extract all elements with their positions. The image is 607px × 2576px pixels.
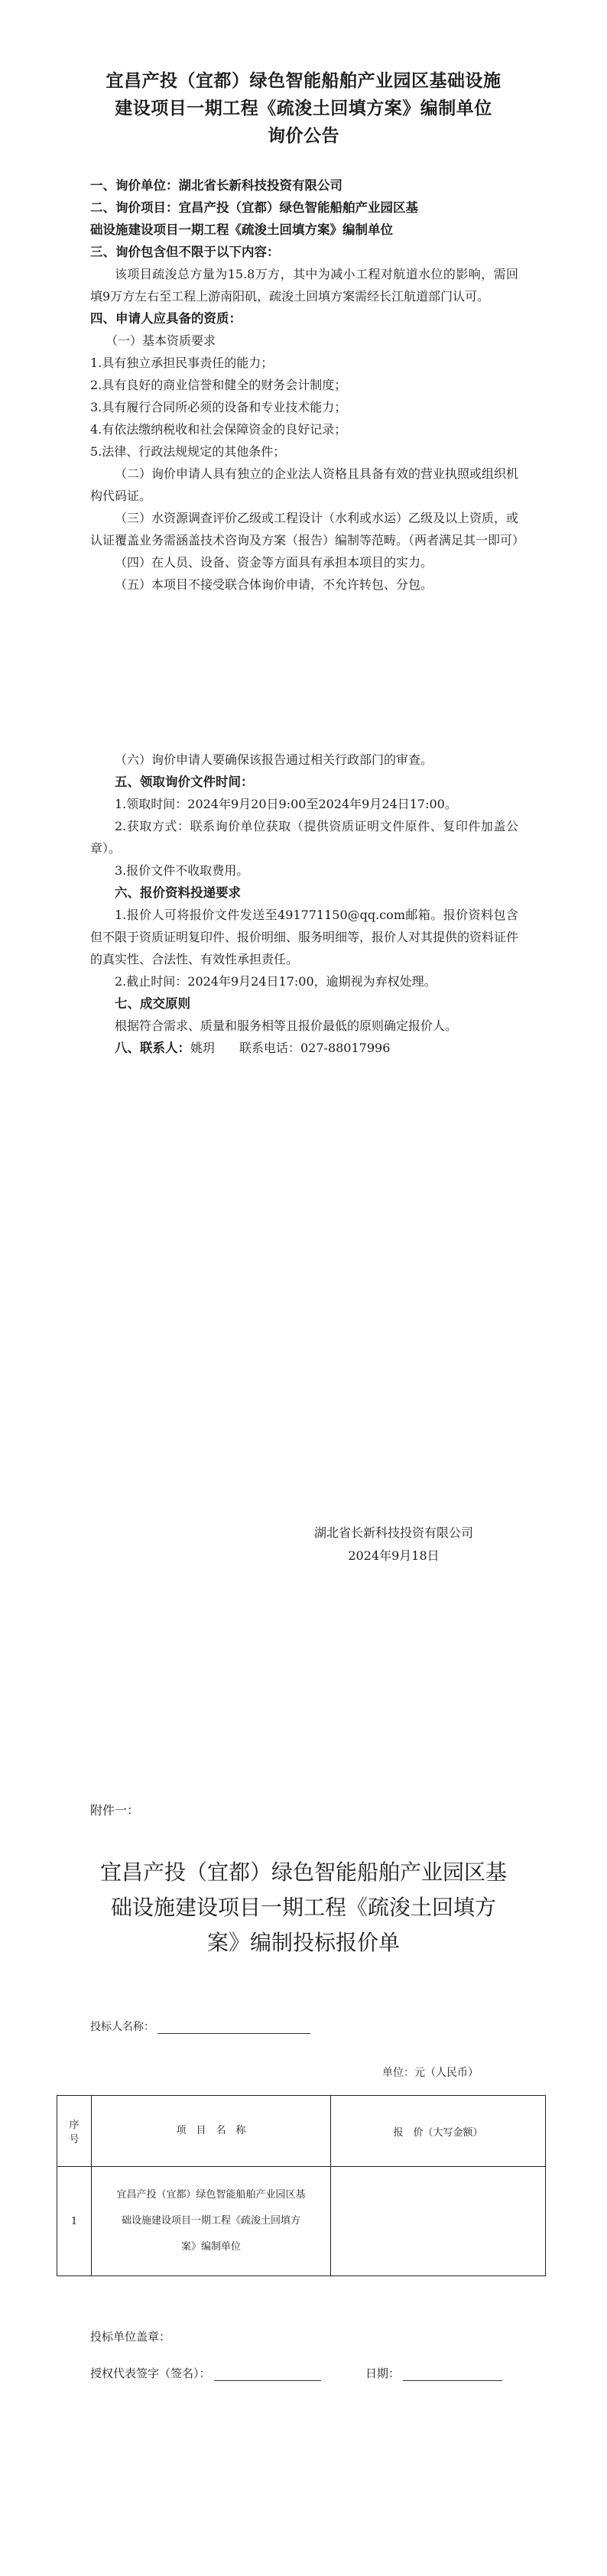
header-seq [57, 2096, 92, 2167]
bidder-name-field[interactable] [157, 2021, 310, 2034]
row-item-line-2: 础设施建设项目一期工程《疏浚土回填方 [121, 2215, 300, 2227]
row-item-line-1: 宜昌产投（宜都）绿色智能船舶产业园区基 [116, 2189, 306, 2201]
qualification-1-item: 3.具有履行合同所必须的设备和专业技术能力； [90, 400, 347, 414]
qualification-1-item: 5.法律、行政法规规定的其他条件； [90, 444, 286, 459]
qualification-6: （六）询价申请人要确保该报告通过相关行政部门的审查。 [115, 752, 433, 767]
qualification-1-item: 1.具有独立承担民事责任的能力； [90, 356, 274, 370]
qualification-2: （二）询价申请人具有独立的企业法人资格且具备有效的营业执照或组织机构代码证。 [90, 466, 519, 503]
qualification-5: （五）本项目不接受联合体询价申请，不允许转包、分包。 [115, 577, 433, 592]
seal-row [90, 2328, 170, 2344]
bidder-name-label: 投标人名称： [90, 2021, 154, 2033]
seal-label: 投标单位盖章： [90, 2330, 171, 2344]
quote-form-title-line-1: 宜昌产投（宜都）绿色智能船舶产业园区基 [99, 1860, 507, 1885]
section-8-contact [90, 1037, 518, 1059]
section-7-heading: 七、成交原则 [115, 996, 190, 1011]
section-5-item: 3.报价文件不收取费用。 [115, 863, 249, 878]
section-4-heading: 四、申请人应具备的资质： [90, 311, 242, 326]
date-group [365, 2365, 502, 2381]
qualification-1-item: 2.具有良好的商业信誉和健全的财务会计制度； [90, 378, 347, 392]
row-item-name [92, 2167, 331, 2276]
section-5-heading: 五、领取询价文件时间： [115, 775, 254, 789]
date-field[interactable] [403, 2368, 502, 2381]
section-5-item: 2.获取方式：联系询价单位获取（提供资质证明文件原件、复印件加盖公章）。 [90, 819, 518, 856]
announcement-body [90, 174, 525, 1059]
title-line-1: 宜昌产投（宜都）绿色智能船舶产业园区基础设施 [105, 71, 502, 91]
section-6-item: 1.报价人可将报价文件发送至491771150@qq.com邮箱。报价资料包含但不限于资质证明复印件、报价明细、服务明细等，报价人对其提供的资料证件的真实性、合法性、有效性承担责任。 [90, 908, 519, 966]
quote-form-title [76, 1855, 531, 1960]
header-seq-line-2: 号 [69, 2134, 80, 2146]
table-row [57, 2167, 546, 2276]
bidder-name-row [90, 2019, 310, 2034]
contact-info: 姚玥 联系电话：027-88017996 [190, 1041, 391, 1055]
quote-table [57, 2095, 546, 2276]
title-line-2: 建设项目一期工程《疏浚土回填方案》编制单位 [115, 99, 492, 119]
qualification-1-item: 4.有依法缴纳税收和社会保障资金的良好记录； [90, 422, 347, 437]
section-7-body: 根据符合需求、质量和服务相等且报价最低的原则确定报价人。 [115, 1018, 458, 1033]
attachment-label: 附件一： [90, 1803, 140, 1817]
qualification-4: （四）在人员、设备、资金等方面具有承担本项目的实力。 [115, 555, 433, 570]
quote-form-title-line-3: 案》编制投标报价单 [206, 1930, 400, 1955]
section-2-heading-a: 二、询价项目：宜昌产投（宜都）绿色智能船舶产业园区基 [90, 200, 418, 215]
blank-gap [90, 596, 518, 749]
row-price-cell[interactable] [331, 2167, 546, 2276]
header-seq-line-1: 序 [69, 2120, 80, 2131]
section-8-label: 八、联系人： [115, 1041, 190, 1055]
section-6-item: 2.截止时间：2024年9月24日17:00，逾期视为弃权处理。 [115, 974, 437, 989]
row-seq: 1 [57, 2167, 92, 2276]
signature-date: 2024年9月18日 [348, 1548, 440, 1563]
section-1-heading: 一、询价单位：湖北省长新科技投资有限公司 [90, 178, 342, 193]
signature-company: 湖北省长新科技投资有限公司 [313, 1525, 473, 1540]
section-2-heading-b: 础设施建设项目一期工程《疏浚土回填方案》编制单位 [90, 223, 393, 237]
currency-unit: 单位：元（人民币） [382, 2067, 479, 2079]
row-item-line-3: 案》编制单位 [180, 2241, 241, 2253]
qualification-1-heading: （一）基本资质要求 [105, 333, 216, 348]
sign-label: 授权代表签字（签名）： [90, 2366, 211, 2380]
sign-field[interactable] [214, 2368, 321, 2381]
signature-block [291, 1522, 497, 1567]
section-6-heading: 六、报价资料投递要求 [115, 885, 241, 900]
quote-table-header [57, 2096, 546, 2167]
document-title [76, 67, 531, 150]
header-price: 报 价（大写金额） [331, 2096, 546, 2167]
qualification-3: （三）水资源调查评价乙级或工程设计（水利或水运）乙级及以上资质，或认证覆盖业务需涵盖技术咨询及方案（报告）编制等范畴。（两者满足其一即可） [90, 511, 525, 547]
section-3-heading: 三、询价包含但不限于以下内容： [90, 245, 280, 259]
section-5-item: 1.领取时间：2024年9月20日9:00至2024年9月24日17:00。 [115, 797, 457, 811]
header-item-name: 项 目 名 称 [92, 2096, 331, 2167]
title-line-3: 询价公告 [268, 126, 339, 146]
date-label: 日期： [365, 2366, 401, 2380]
quote-form-title-line-2: 础设施建设项目一期工程《疏浚土回填方 [110, 1895, 496, 1920]
signature-row [90, 2365, 518, 2381]
section-3-body: 该项目疏浚总方量为15.8万方，其中为减小工程对航道水位的影响，需回填9万方左右至工程上游南阳矶，疏浚土回填方案需经长江航道部门认可。 [90, 267, 518, 304]
